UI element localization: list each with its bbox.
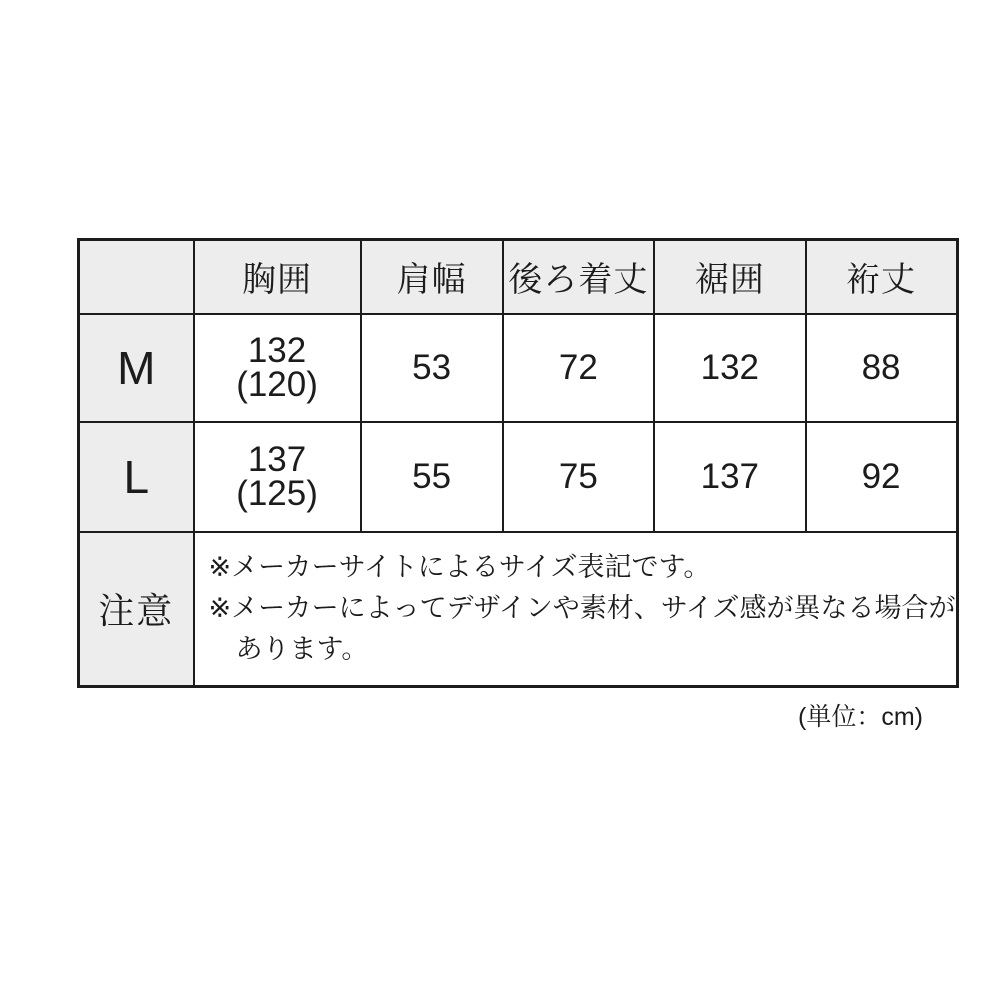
note-line-3: あります。 (235, 634, 369, 665)
table-row-size-l (79, 422, 958, 532)
chest-value-main: 132 (247, 330, 307, 370)
corner-cell (79, 240, 194, 314)
col-header-sleeve: 裄丈 (806, 240, 957, 314)
cell-m-hem: 132 (654, 314, 805, 422)
row-header-size-l: L (79, 422, 194, 532)
note-text-cell (194, 532, 958, 687)
chest-value-main: 137 (247, 439, 307, 479)
cell-l-back-length: 75 (503, 422, 654, 532)
col-header-back-length: 後ろ着丈 (503, 240, 654, 314)
unit-caption: (単位：cm) (798, 703, 923, 731)
table-row-size-m (79, 314, 958, 422)
cell-m-sleeve: 88 (806, 314, 957, 422)
col-header-shoulder: 肩幅 (361, 240, 503, 314)
note-line-2: ※メーカーによってデザインや素材、サイズ感が異なる場合が (208, 593, 956, 624)
row-header-size-m: M (79, 314, 194, 422)
cell-m-back-length: 72 (503, 314, 654, 422)
cell-l-hem: 137 (654, 422, 805, 532)
table-row-note (79, 532, 958, 687)
cell-m-chest (194, 314, 361, 422)
note-line-1: ※メーカーサイトによるサイズ表記です。 (208, 552, 711, 583)
header-row (79, 240, 958, 314)
cell-m-shoulder: 53 (361, 314, 503, 422)
cell-l-shoulder: 55 (361, 422, 503, 532)
cell-l-sleeve: 92 (806, 422, 957, 532)
col-header-chest: 胸囲 (194, 240, 361, 314)
chest-value-sub: (120) (236, 364, 318, 404)
size-chart-table (77, 238, 959, 688)
cell-l-chest (194, 422, 361, 532)
col-header-hem: 裾囲 (654, 240, 805, 314)
row-header-note: 注意 (79, 532, 194, 687)
chest-value-sub: (125) (236, 473, 318, 513)
